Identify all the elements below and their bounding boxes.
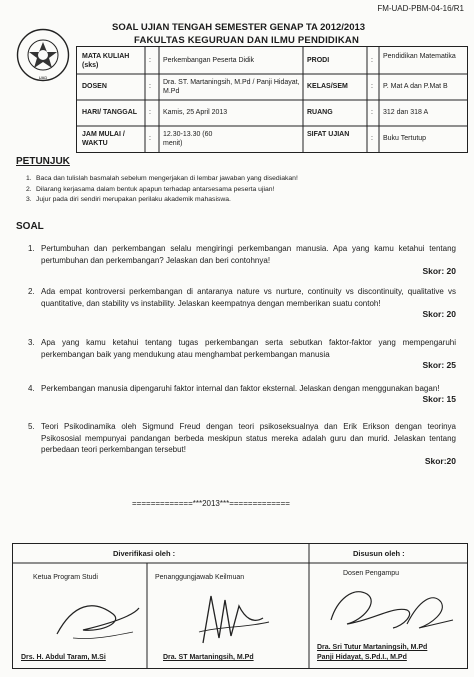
colon: : [371, 135, 373, 142]
dosen-name-1: Dra. Sri Tutur Martaningsih, M.Pd [317, 644, 428, 651]
prodi-value: Pendidikan Matematika [383, 53, 456, 60]
question-text: Ada empat kontroversi perkembangan di antaranya nature vs nurture, continuity vs discontinuity, qualitative vs quantitative, dan stability vs instability. Jelaskan keempatnya dengan memberikan suatu contoh! [41, 287, 456, 308]
score-label: Skor: 15 [422, 394, 456, 404]
ruang-value: 312 dan 318 A [383, 109, 429, 116]
exam-info-table [76, 46, 468, 153]
sifat-value: Buku Tertutup [383, 135, 427, 142]
score-label: Skor: 20 [422, 309, 456, 319]
score-label: Skor:20 [424, 456, 456, 466]
kelas-value: P. Mat A dan P.Mat B [383, 83, 448, 90]
separator-line: =============***2013***============= [132, 499, 290, 508]
logo-abbr: UAD [38, 75, 48, 80]
title-line-1: SOAL UJIAN TENGAH SEMESTER GENAP TA 2012/2013 [112, 22, 366, 33]
colon: : [149, 83, 151, 90]
soal-heading: SOAL [16, 221, 44, 232]
question-3: 3. Apa yang kamu ketahui tentang tugas perkembangan serta sebutkan faktor-faktor yang mempengaruhi perkembangan baik yang mendukung atau menghambat perkembangan manusia Skor: 25 [28, 338, 456, 370]
colon: : [371, 57, 373, 64]
colon: : [371, 109, 373, 116]
pj-signature [193, 588, 273, 650]
question-text: Teori Psikodinamika oleh Sigmund Freud dengan teori psikoseksualnya dan Erik Erikson dengan teorinya Psikososial mempunyai pandangan berbeda meskipun status mereka adalah guru dan murid. Jelaskan tentang perbedaan teori perkembangan tersebut! [41, 422, 456, 455]
hari-label: HARI/ TANGGAL [82, 109, 138, 116]
petunjuk-heading: PETUNJUK [16, 156, 70, 167]
score-label: Skor: 20 [422, 266, 456, 276]
colon: : [149, 135, 151, 142]
petunjuk-item: 2. Dilarang kerjasama dalam bentuk apapun terhadap antarsesama peserta ujian! [26, 185, 275, 193]
compiled-heading: Disusun oleh : [353, 549, 405, 558]
question-1: 1. Pertumbuhan dan perkembangan selalu mengiringi perkembangan manusia. Apa yang kamu ketahui tentang pertumbuhan dan perkembangan? Jelaskan dan beri contohnya! Skor: 20 [28, 244, 456, 276]
dosen-label: DOSEN [82, 83, 107, 90]
colon: : [149, 57, 151, 64]
ruang-label: RUANG [307, 109, 333, 116]
title-line-2: FAKULTAS KEGURUAN DAN ILMU PENDIDIKAN [134, 35, 360, 46]
petunjuk-list [26, 174, 298, 206]
dosen-signature [323, 580, 463, 644]
mk-value: Perkembangan Peserta Didik [163, 57, 255, 64]
score-label: Skor: 25 [422, 360, 456, 370]
pj-name: Dra. ST Martaningsih, M.Pd [163, 654, 254, 661]
petunjuk-item: 3. Jujur pada diri sendiri merupakan perilaku akademik mahasiswa. [26, 196, 231, 204]
signature-section [12, 543, 468, 669]
dosen-value: Dra. ST. Martaningsih, M.Pd / Panji Hidayat, M.Pd [163, 79, 300, 95]
petunjuk-item: 1. Baca dan tulislah basmalah sebelum mengerjakan di lembar jawaban yang disediakan! [26, 175, 298, 182]
mk-label: MATA KULIAH (sks) [82, 53, 130, 69]
dosen-role: Dosen Pengampu [343, 570, 400, 577]
document-code: FM-UAD-PBM-04-16/R1 [377, 4, 464, 13]
pj-role: Penanggungjawab Keilmuan [155, 574, 245, 581]
verified-heading: Diverifikasi oleh : [113, 549, 176, 558]
kaprodi-name: Drs. H. Abdul Taram, M.Si [21, 654, 106, 661]
prodi-label: PRODI [307, 57, 330, 64]
university-logo [16, 28, 70, 82]
jam-value: 12.30-13.30 (60 menit) [163, 131, 213, 147]
dosen-name-2: Panji Hidayat, S.Pd.I., M.Pd [317, 654, 407, 661]
hari-value: Kamis, 25 April 2013 [163, 109, 228, 116]
kaprodi-role: Ketua Program Studi [33, 574, 98, 581]
question-text: Pertumbuhan dan perkembangan selalu mengiringi perkembangan manusia. Apa yang kamu ketahui tentang pertumbuhan dan perkembangan? Jelaskan dan beri contohnya! [41, 244, 456, 265]
question-2: 2. Ada empat kontroversi perkembangan di antaranya nature vs nurture, continuity vs discontinuity, qualitative vs quantitative, dan stability vs instability. Jelaskan keempatnya dengan memberikan suatu contoh! Skor: 20 [28, 287, 456, 319]
question-5: 5. Teori Psikodinamika oleh Sigmund Freud dengan teori psikoseksualnya dan Erik Erikson dengan teorinya Psikososial mempunyai pandangan berbeda meskipun status mereka adalah guru dan murid. Jelaskan tentang perbedaan teori perkembangan tersebut! Skor:20 [28, 422, 456, 466]
question-text: Perkembangan manusia dipengaruhi faktor internal dan faktor eksternal. Jelaskan dengan menggunakan bagan! [41, 384, 440, 393]
jam-label: JAM MULAI / WAKTU [82, 131, 125, 147]
colon: : [149, 109, 151, 116]
colon: : [371, 83, 373, 90]
question-4: 4. Perkembangan manusia dipengaruhi faktor internal dan faktor eksternal. Jelaskan dengan menggunakan bagan! Skor: 15 [28, 384, 456, 404]
sifat-label: SIFAT UJIAN [307, 131, 350, 138]
kaprodi-signature [53, 594, 143, 646]
question-text: Apa yang kamu ketahui tentang tugas perkembangan serta sebutkan faktor-faktor yang mempengaruhi perkembangan baik yang mendukung atau menghambat perkembangan manusia [41, 338, 456, 359]
kelas-label: KELAS/SEM [307, 83, 348, 90]
